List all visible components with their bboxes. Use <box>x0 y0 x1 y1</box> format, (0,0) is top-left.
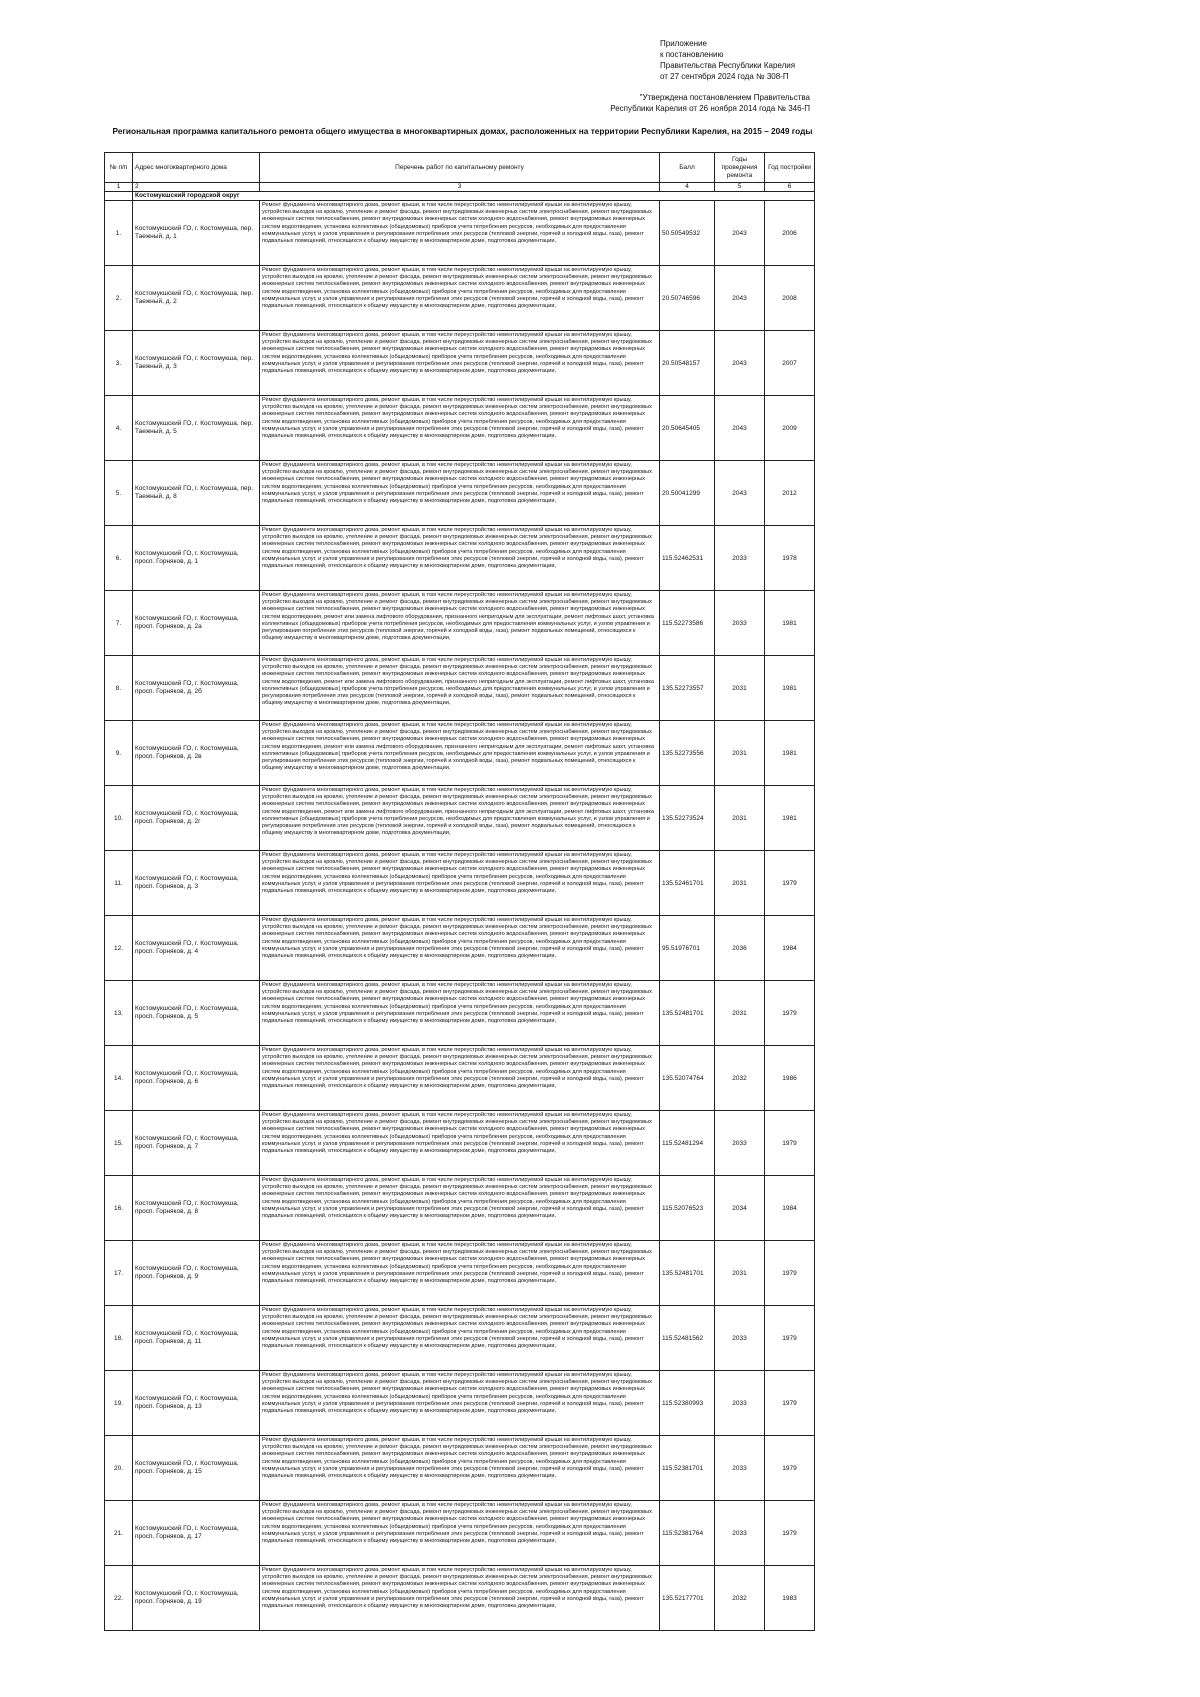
row-address: Костомукшский ГО, г. Костомукша, просп. Горняков, д. 15 <box>133 1436 260 1501</box>
row-repair-years: 2031 <box>715 656 765 721</box>
row-works: Ремонт фундамента многоквартирного дома, ремонт крыши, в том числе переустройство невентилируемой крыши на вентилируемую крышу, устройство выходов на кровлю, утепление и ремонт фасада, ремонт внутридомовых инженерных систем электроснабжения, ремонт внутридомовых инженерных систем теплоснабжения, ремонт внутридомовых инженерных систем холодного водоснабжения, ремонт внутридомовых инженерных систем водоотведения, установка коллективных (общедомовых) приборов учета потребления ресурсов, необходимых для предоставления коммунальных услуг, и узлов управления и регулирования потребления этих ресурсов (тепловой энергии, горячей и холодной воды, газа), ремонт подвальных помещений, относящихся к общему имуществу в многоквартирном доме, подготовка документации, <box>260 266 660 331</box>
section-row <box>105 192 815 201</box>
row-repair-years: 2043 <box>715 331 765 396</box>
row-repair-years: 2034 <box>715 1176 765 1241</box>
row-build-year: 1979 <box>765 1371 815 1436</box>
row-repair-years: 2033 <box>715 591 765 656</box>
row-build-year: 1979 <box>765 1111 815 1176</box>
row-build-year: 1979 <box>765 1436 815 1501</box>
row-works: Ремонт фундамента многоквартирного дома, ремонт крыши, в том числе переустройство невентилируемой крыши на вентилируемую крышу, устройство выходов на кровлю, утепление и ремонт фасада, ремонт внутридомовых инженерных систем электроснабжения, ремонт внутридомовых инженерных систем теплоснабжения, ремонт внутридомовых инженерных систем холодного водоснабжения, ремонт внутридомовых инженерных систем водоотведения, установка коллективных (общедомовых) приборов учета потребления ресурсов, необходимых для предоставления коммунальных услуг, и узлов управления и регулирования потребления этих ресурсов (тепловой энергии, горячей и холодной воды, газа), ремонт подвальных помещений, относящихся к общему имуществу в многоквартирном доме, подготовка документации, <box>260 1566 660 1631</box>
row-works: Ремонт фундамента многоквартирного дома, ремонт крыши, в том числе переустройство невентилируемой крыши на вентилируемую крышу, устройство выходов на кровлю, утепление и ремонт фасада, ремонт внутридомовых инженерных систем электроснабжения, ремонт внутридомовых инженерных систем теплоснабжения, ремонт внутридомовых инженерных систем холодного водоснабжения, ремонт внутридомовых инженерных систем водоотведения, установка коллективных (общедомовых) приборов учета потребления ресурсов, необходимых для предоставления коммунальных услуг, и узлов управления и регулирования потребления этих ресурсов (тепловой энергии, горячей и холодной воды, газа), ремонт подвальных помещений, относящихся к общему имуществу в многоквартирном доме, подготовка документации, <box>260 1436 660 1501</box>
row-number: 13. <box>105 981 133 1046</box>
table-row <box>105 526 815 591</box>
column-header-number: № п/п <box>105 153 133 183</box>
row-address: Костомукшский ГО, г. Костомукша, пер. Таежный, д. 1 <box>133 201 260 266</box>
row-score: 115.52481562 <box>660 1306 715 1371</box>
column-number: 6 <box>765 183 815 192</box>
row-works: Ремонт фундамента многоквартирного дома, ремонт крыши, в том числе переустройство невентилируемой крыши на вентилируемую крышу, устройство выходов на кровлю, утепление и ремонт фасада, ремонт внутридомовых инженерных систем электроснабжения, ремонт внутридомовых инженерных систем теплоснабжения, ремонт внутридомовых инженерных систем холодного водоснабжения, ремонт внутридомовых инженерных систем водоотведения, установка коллективных (общедомовых) приборов учета потребления ресурсов, необходимых для предоставления коммунальных услуг, и узлов управления и регулирования потребления этих ресурсов (тепловой энергии, горячей и холодной воды, газа), ремонт подвальных помещений, относящихся к общему имуществу в многоквартирном доме, подготовка документации, <box>260 331 660 396</box>
table-row <box>105 656 815 721</box>
row-address: Костомукшский ГО, г. Костомукша, просп. Горняков, д. 2б <box>133 656 260 721</box>
row-score: 135.52177701 <box>660 1566 715 1631</box>
row-address: Костомукшский ГО, г. Костомукша, просп. Горняков, д. 3 <box>133 851 260 916</box>
approval-note <box>600 92 810 114</box>
document-title: Региональная программа капитального ремонта общего имущества в многоквартирных домах, расположенных на территории Республики Карелия, на 2015 – 2049 годы <box>112 126 813 136</box>
table-row <box>105 1241 815 1306</box>
row-repair-years: 2031 <box>715 721 765 786</box>
row-number: 6. <box>105 526 133 591</box>
row-address: Костомукшский ГО, г. Костомукша, просп. Горняков, д. 13 <box>133 1371 260 1436</box>
appendix-line: к постановлению <box>660 50 724 59</box>
row-address: Костомукшский ГО, г. Костомукша, просп. Горняков, д. 19 <box>133 1566 260 1631</box>
row-score: 115.52462531 <box>660 526 715 591</box>
table-header-row <box>105 153 815 183</box>
row-number: 9. <box>105 721 133 786</box>
row-repair-years: 2036 <box>715 916 765 981</box>
row-works: Ремонт фундамента многоквартирного дома, ремонт крыши, в том числе переустройство невентилируемой крыши на вентилируемую крышу, устройство выходов на кровлю, утепление и ремонт фасада, ремонт внутридомовых инженерных систем электроснабжения, ремонт внутридомовых инженерных систем теплоснабжения, ремонт внутридомовых инженерных систем холодного водоснабжения, ремонт внутридомовых инженерных систем водоотведения, ремонт или замена лифтового оборудования, признанного непригодным для эксплуатации, ремонт лифтовых шахт, установка коллективных (общедомовых) приборов учета потребления ресурсов, необходимых для предоставления коммунальных услуг, и узлов управления и регулирования потребления этих ресурсов (тепловой энергии, горячей и холодной воды, газа), ремонт подвальных помещений, относящихся к общему имуществу в многоквартирном доме, подготовка документации, <box>260 656 660 721</box>
row-works: Ремонт фундамента многоквартирного дома, ремонт крыши, в том числе переустройство невентилируемой крыши на вентилируемую крышу, устройство выходов на кровлю, утепление и ремонт фасада, ремонт внутридомовых инженерных систем электроснабжения, ремонт внутридомовых инженерных систем теплоснабжения, ремонт внутридомовых инженерных систем холодного водоснабжения, ремонт внутридомовых инженерных систем водоотведения, установка коллективных (общедомовых) приборов учета потребления ресурсов, необходимых для предоставления коммунальных услуг, и узлов управления и регулирования потребления этих ресурсов (тепловой энергии, горячей и холодной воды, газа), ремонт подвальных помещений, относящихся к общему имуществу в многоквартирном доме, подготовка документации, <box>260 1306 660 1371</box>
table-row <box>105 1046 815 1111</box>
row-score: 135.52461701 <box>660 851 715 916</box>
table-row <box>105 721 815 786</box>
row-build-year: 1984 <box>765 916 815 981</box>
row-number: 4. <box>105 396 133 461</box>
appendix-line: Правительства Республики Карелия <box>660 61 796 70</box>
row-works: Ремонт фундамента многоквартирного дома, ремонт крыши, в том числе переустройство невентилируемой крыши на вентилируемую крышу, устройство выходов на кровлю, утепление и ремонт фасада, ремонт внутридомовых инженерных систем электроснабжения, ремонт внутридомовых инженерных систем теплоснабжения, ремонт внутридомовых инженерных систем холодного водоснабжения, ремонт внутридомовых инженерных систем водоотведения, ремонт или замена лифтового оборудования, признанного непригодным для эксплуатации, ремонт лифтовых шахт, установка коллективных (общедомовых) приборов учета потребления ресурсов, необходимых для предоставления коммунальных услуг, и узлов управления и регулирования потребления этих ресурсов (тепловой энергии, горячей и холодной воды, газа), ремонт подвальных помещений, относящихся к общему имуществу в многоквартирном доме, подготовка документации, <box>260 721 660 786</box>
row-score: 95.51976701 <box>660 916 715 981</box>
row-address: Костомукшский ГО, г. Костомукша, просп. Горняков, д. 2г <box>133 786 260 851</box>
row-works: Ремонт фундамента многоквартирного дома, ремонт крыши, в том числе переустройство невентилируемой крыши на вентилируемую крышу, устройство выходов на кровлю, утепление и ремонт фасада, ремонт внутридомовых инженерных систем электроснабжения, ремонт внутридомовых инженерных систем теплоснабжения, ремонт внутридомовых инженерных систем холодного водоснабжения, ремонт внутридомовых инженерных систем водоотведения, установка коллективных (общедомовых) приборов учета потребления ресурсов, необходимых для предоставления коммунальных услуг, и узлов управления и регулирования потребления этих ресурсов (тепловой энергии, горячей и холодной воды, газа), ремонт подвальных помещений, относящихся к общему имуществу в многоквартирном доме, подготовка документации, <box>260 981 660 1046</box>
row-number: 10. <box>105 786 133 851</box>
row-build-year: 1979 <box>765 1306 815 1371</box>
row-number: 12. <box>105 916 133 981</box>
row-build-year: 2008 <box>765 266 815 331</box>
row-works: Ремонт фундамента многоквартирного дома, ремонт крыши, в том числе переустройство невентилируемой крыши на вентилируемую крышу, устройство выходов на кровлю, утепление и ремонт фасада, ремонт внутридомовых инженерных систем электроснабжения, ремонт внутридомовых инженерных систем теплоснабжения, ремонт внутридомовых инженерных систем холодного водоснабжения, ремонт внутридомовых инженерных систем водоотведения, ремонт или замена лифтового оборудования, признанного непригодным для эксплуатации, ремонт лифтовых шахт, установка коллективных (общедомовых) приборов учета потребления ресурсов, необходимых для предоставления коммунальных услуг, и узлов управления и регулирования потребления этих ресурсов (тепловой энергии, горячей и холодной воды, газа), ремонт подвальных помещений, относящихся к общему имуществу в многоквартирном доме, подготовка документации, <box>260 591 660 656</box>
row-score: 115.52481294 <box>660 1111 715 1176</box>
row-number: 15. <box>105 1111 133 1176</box>
row-number: 20. <box>105 1436 133 1501</box>
row-number: 3. <box>105 331 133 396</box>
table-row <box>105 1436 815 1501</box>
row-address: Костомукшский ГО, г. Костомукша, просп. Горняков, д. 2а <box>133 591 260 656</box>
row-number: 7. <box>105 591 133 656</box>
row-repair-years: 2033 <box>715 1436 765 1501</box>
table-row <box>105 1566 815 1631</box>
section-title: Костомукшский городской округ <box>133 192 815 201</box>
table-row <box>105 396 815 461</box>
row-repair-years: 2043 <box>715 201 765 266</box>
row-number: 18. <box>105 1306 133 1371</box>
row-repair-years: 2031 <box>715 851 765 916</box>
row-score: 115.52076523 <box>660 1176 715 1241</box>
approval-line: "Утверждена постановлением Правительства <box>639 93 810 102</box>
row-build-year: 2006 <box>765 201 815 266</box>
row-score: 115.52381764 <box>660 1501 715 1566</box>
column-header-score: Балл <box>660 153 715 183</box>
column-header-works: Перечень работ по капитальному ремонту <box>260 153 660 183</box>
row-address: Костомукшский ГО, г. Костомукша, пер. Таежный, д. 2 <box>133 266 260 331</box>
row-address: Костомукшский ГО, г. Костомукша, просп. Горняков, д. 9 <box>133 1241 260 1306</box>
column-header-address: Адрес многоквартирного дома <box>133 153 260 183</box>
row-build-year: 1979 <box>765 851 815 916</box>
row-address: Костомукшский ГО, г. Костомукша, просп. Горняков, д. 8 <box>133 1176 260 1241</box>
row-address: Костомукшский ГО, г. Костомукша, просп. Горняков, д. 17 <box>133 1501 260 1566</box>
row-number: 19. <box>105 1371 133 1436</box>
row-score: 135.52481701 <box>660 981 715 1046</box>
column-number: 1 <box>105 183 133 192</box>
row-works: Ремонт фундамента многоквартирного дома, ремонт крыши, в том числе переустройство невентилируемой крыши на вентилируемую крышу, устройство выходов на кровлю, утепление и ремонт фасада, ремонт внутридомовых инженерных систем электроснабжения, ремонт внутридомовых инженерных систем теплоснабжения, ремонт внутридомовых инженерных систем холодного водоснабжения, ремонт внутридомовых инженерных систем водоотведения, установка коллективных (общедомовых) приборов учета потребления ресурсов, необходимых для предоставления коммунальных услуг, и узлов управления и регулирования потребления этих ресурсов (тепловой энергии, горячей и холодной воды, газа), ремонт подвальных помещений, относящихся к общему имуществу в многоквартирном доме, подготовка документации, <box>260 396 660 461</box>
row-build-year: 1978 <box>765 526 815 591</box>
table-row <box>105 1306 815 1371</box>
row-build-year: 2009 <box>765 396 815 461</box>
column-number: 2 <box>133 183 260 192</box>
row-works: Ремонт фундамента многоквартирного дома, ремонт крыши, в том числе переустройство невентилируемой крыши на вентилируемую крышу, устройство выходов на кровлю, утепление и ремонт фасада, ремонт внутридомовых инженерных систем электроснабжения, ремонт внутридомовых инженерных систем теплоснабжения, ремонт внутридомовых инженерных систем холодного водоснабжения, ремонт внутридомовых инженерных систем водоотведения, установка коллективных (общедомовых) приборов учета потребления ресурсов, необходимых для предоставления коммунальных услуг, и узлов управления и регулирования потребления этих ресурсов (тепловой энергии, горячей и холодной воды, газа), ремонт подвальных помещений, относящихся к общему имуществу в многоквартирном доме, подготовка документации, <box>260 461 660 526</box>
table-row <box>105 786 815 851</box>
row-score: 115.52273586 <box>660 591 715 656</box>
row-build-year: 1981 <box>765 656 815 721</box>
row-score: 115.52380993 <box>660 1371 715 1436</box>
row-score: 135.52273524 <box>660 786 715 851</box>
appendix-line: от 27 сентября 2024 года № 308-П <box>660 72 789 81</box>
row-score: 135.52273557 <box>660 656 715 721</box>
row-repair-years: 2031 <box>715 981 765 1046</box>
table-row <box>105 981 815 1046</box>
section-spacer <box>105 192 133 201</box>
row-score: 115.52381701 <box>660 1436 715 1501</box>
row-works: Ремонт фундамента многоквартирного дома, ремонт крыши, в том числе переустройство невентилируемой крыши на вентилируемую крышу, устройство выходов на кровлю, утепление и ремонт фасада, ремонт внутридомовых инженерных систем электроснабжения, ремонт внутридомовых инженерных систем теплоснабжения, ремонт внутридомовых инженерных систем холодного водоснабжения, ремонт внутридомовых инженерных систем водоотведения, установка коллективных (общедомовых) приборов учета потребления ресурсов, необходимых для предоставления коммунальных услуг, и узлов управления и регулирования потребления этих ресурсов (тепловой энергии, горячей и холодной воды, газа), ремонт подвальных помещений, относящихся к общему имуществу в многоквартирном доме, подготовка документации, <box>260 916 660 981</box>
row-score: 135.52273556 <box>660 721 715 786</box>
row-score: 20.50746596 <box>660 266 715 331</box>
row-works: Ремонт фундамента многоквартирного дома, ремонт крыши, в том числе переустройство невентилируемой крыши на вентилируемую крышу, устройство выходов на кровлю, утепление и ремонт фасада, ремонт внутридомовых инженерных систем электроснабжения, ремонт внутридомовых инженерных систем теплоснабжения, ремонт внутридомовых инженерных систем холодного водоснабжения, ремонт внутридомовых инженерных систем водоотведения, установка коллективных (общедомовых) приборов учета потребления ресурсов, необходимых для предоставления коммунальных услуг, и узлов управления и регулирования потребления этих ресурсов (тепловой энергии, горячей и холодной воды, газа), ремонт подвальных помещений, относящихся к общему имуществу в многоквартирном доме, подготовка документации, <box>260 1501 660 1566</box>
row-build-year: 1981 <box>765 786 815 851</box>
column-number: 4 <box>660 183 715 192</box>
row-repair-years: 2033 <box>715 1111 765 1176</box>
column-number-row <box>105 183 815 192</box>
row-number: 17. <box>105 1241 133 1306</box>
row-build-year: 1979 <box>765 981 815 1046</box>
row-number: 1. <box>105 201 133 266</box>
row-works: Ремонт фундамента многоквартирного дома, ремонт крыши, в том числе переустройство невентилируемой крыши на вентилируемую крышу, устройство выходов на кровлю, утепление и ремонт фасада, ремонт внутридомовых инженерных систем электроснабжения, ремонт внутридомовых инженерных систем теплоснабжения, ремонт внутридомовых инженерных систем холодного водоснабжения, ремонт внутридомовых инженерных систем водоотведения, установка коллективных (общедомовых) приборов учета потребления ресурсов, необходимых для предоставления коммунальных услуг, и узлов управления и регулирования потребления этих ресурсов (тепловой энергии, горячей и холодной воды, газа), ремонт подвальных помещений, относящихся к общему имуществу в многоквартирном доме, подготовка документации, <box>260 201 660 266</box>
row-score: 135.52074764 <box>660 1046 715 1111</box>
row-number: 5. <box>105 461 133 526</box>
row-address: Костомукшский ГО, г. Костомукша, пер. Таежный, д. 8 <box>133 461 260 526</box>
row-build-year: 1981 <box>765 591 815 656</box>
row-repair-years: 2033 <box>715 526 765 591</box>
row-build-year: 2012 <box>765 461 815 526</box>
row-number: 11. <box>105 851 133 916</box>
row-number: 22. <box>105 1566 133 1631</box>
table-row <box>105 851 815 916</box>
row-address: Костомукшский ГО, г. Костомукша, пер. Таежный, д. 5 <box>133 396 260 461</box>
column-number: 3 <box>260 183 660 192</box>
row-works: Ремонт фундамента многоквартирного дома, ремонт крыши, в том числе переустройство невентилируемой крыши на вентилируемую крышу, устройство выходов на кровлю, утепление и ремонт фасада, ремонт внутридомовых инженерных систем электроснабжения, ремонт внутридомовых инженерных систем теплоснабжения, ремонт внутридомовых инженерных систем холодного водоснабжения, ремонт внутридомовых инженерных систем водоотведения, установка коллективных (общедомовых) приборов учета потребления ресурсов, необходимых для предоставления коммунальных услуг, и узлов управления и регулирования потребления этих ресурсов (тепловой энергии, горячей и холодной воды, газа), ремонт подвальных помещений, относящихся к общему имуществу в многоквартирном доме, подготовка документации, <box>260 1241 660 1306</box>
row-address: Костомукшский ГО, г. Костомукша, просп. Горняков, д. 6 <box>133 1046 260 1111</box>
row-score: 135.52481701 <box>660 1241 715 1306</box>
appendix-note <box>660 38 820 82</box>
row-build-year: 1981 <box>765 721 815 786</box>
row-repair-years: 2032 <box>715 1046 765 1111</box>
row-address: Костомукшский ГО, г. Костомукша, просп. Горняков, д. 11 <box>133 1306 260 1371</box>
row-build-year: 1983 <box>765 1566 815 1631</box>
table-row <box>105 461 815 526</box>
row-build-year: 1979 <box>765 1501 815 1566</box>
table-row <box>105 1501 815 1566</box>
appendix-line: Приложение <box>660 39 707 48</box>
row-address: Костомукшский ГО, г. Костомукша, просп. Горняков, д. 7 <box>133 1111 260 1176</box>
column-header-repair-years: Годы проведения ремонта <box>715 153 765 183</box>
row-score: 20.50041299 <box>660 461 715 526</box>
row-repair-years: 2031 <box>715 786 765 851</box>
row-repair-years: 2043 <box>715 266 765 331</box>
table-row <box>105 331 815 396</box>
row-repair-years: 2031 <box>715 1241 765 1306</box>
row-build-year: 2007 <box>765 331 815 396</box>
row-repair-years: 2043 <box>715 461 765 526</box>
row-works: Ремонт фундамента многоквартирного дома, ремонт крыши, в том числе переустройство невентилируемой крыши на вентилируемую крышу, устройство выходов на кровлю, утепление и ремонт фасада, ремонт внутридомовых инженерных систем электроснабжения, ремонт внутридомовых инженерных систем теплоснабжения, ремонт внутридомовых инженерных систем холодного водоснабжения, ремонт внутридомовых инженерных систем водоотведения, установка коллективных (общедомовых) приборов учета потребления ресурсов, необходимых для предоставления коммунальных услуг, и узлов управления и регулирования потребления этих ресурсов (тепловой энергии, горячей и холодной воды, газа), ремонт подвальных помещений, относящихся к общему имуществу в многоквартирном доме, подготовка документации, <box>260 1176 660 1241</box>
row-works: Ремонт фундамента многоквартирного дома, ремонт крыши, в том числе переустройство невентилируемой крыши на вентилируемую крышу, устройство выходов на кровлю, утепление и ремонт фасада, ремонт внутридомовых инженерных систем электроснабжения, ремонт внутридомовых инженерных систем теплоснабжения, ремонт внутридомовых инженерных систем холодного водоснабжения, ремонт внутридомовых инженерных систем водоотведения, установка коллективных (общедомовых) приборов учета потребления ресурсов, необходимых для предоставления коммунальных услуг, и узлов управления и регулирования потребления этих ресурсов (тепловой энергии, горячей и холодной воды, газа), ремонт подвальных помещений, относящихся к общему имуществу в многоквартирном доме, подготовка документации, <box>260 851 660 916</box>
row-repair-years: 2043 <box>715 396 765 461</box>
table-row <box>105 201 815 266</box>
row-number: 8. <box>105 656 133 721</box>
row-number: 16. <box>105 1176 133 1241</box>
row-works: Ремонт фундамента многоквартирного дома, ремонт крыши, в том числе переустройство невентилируемой крыши на вентилируемую крышу, устройство выходов на кровлю, утепление и ремонт фасада, ремонт внутридомовых инженерных систем электроснабжения, ремонт внутридомовых инженерных систем теплоснабжения, ремонт внутридомовых инженерных систем холодного водоснабжения, ремонт внутридомовых инженерных систем водоотведения, установка коллективных (общедомовых) приборов учета потребления ресурсов, необходимых для предоставления коммунальных услуг, и узлов управления и регулирования потребления этих ресурсов (тепловой энергии, горячей и холодной воды, газа), ремонт подвальных помещений, относящихся к общему имуществу в многоквартирном доме, подготовка документации, <box>260 526 660 591</box>
row-repair-years: 2033 <box>715 1501 765 1566</box>
row-works: Ремонт фундамента многоквартирного дома, ремонт крыши, в том числе переустройство невентилируемой крыши на вентилируемую крышу, устройство выходов на кровлю, утепление и ремонт фасада, ремонт внутридомовых инженерных систем электроснабжения, ремонт внутридомовых инженерных систем теплоснабжения, ремонт внутридомовых инженерных систем холодного водоснабжения, ремонт внутридомовых инженерных систем водоотведения, ремонт или замена лифтового оборудования, признанного непригодным для эксплуатации, ремонт лифтовых шахт, установка коллективных (общедомовых) приборов учета потребления ресурсов, необходимых для предоставления коммунальных услуг, и узлов управления и регулирования потребления этих ресурсов (тепловой энергии, горячей и холодной воды, газа), ремонт подвальных помещений, относящихся к общему имуществу в многоквартирном доме, подготовка документации, <box>260 786 660 851</box>
table-row <box>105 916 815 981</box>
row-address: Костомукшский ГО, г. Костомукша, пер. Таежный, д. 3 <box>133 331 260 396</box>
row-number: 2. <box>105 266 133 331</box>
table-row <box>105 591 815 656</box>
row-address: Костомукшский ГО, г. Костомукша, просп. Горняков, д. 5 <box>133 981 260 1046</box>
table-row <box>105 266 815 331</box>
table-row <box>105 1176 815 1241</box>
row-address: Костомукшский ГО, г. Костомукша, просп. Горняков, д. 2в <box>133 721 260 786</box>
table-row <box>105 1111 815 1176</box>
row-address: Костомукшский ГО, г. Костомукша, просп. Горняков, д. 4 <box>133 916 260 981</box>
row-build-year: 1979 <box>765 1241 815 1306</box>
row-works: Ремонт фундамента многоквартирного дома, ремонт крыши, в том числе переустройство невентилируемой крыши на вентилируемую крышу, устройство выходов на кровлю, утепление и ремонт фасада, ремонт внутридомовых инженерных систем электроснабжения, ремонт внутридомовых инженерных систем теплоснабжения, ремонт внутридомовых инженерных систем холодного водоснабжения, ремонт внутридомовых инженерных систем водоотведения, установка коллективных (общедомовых) приборов учета потребления ресурсов, необходимых для предоставления коммунальных услуг, и узлов управления и регулирования потребления этих ресурсов (тепловой энергии, горячей и холодной воды, газа), ремонт подвальных помещений, относящихся к общему имуществу в многоквартирном доме, подготовка документации, <box>260 1371 660 1436</box>
row-number: 14. <box>105 1046 133 1111</box>
row-address: Костомукшский ГО, г. Костомукша, просп. Горняков, д. 1 <box>133 526 260 591</box>
column-header-build-year: Год постройки <box>765 153 815 183</box>
row-score: 50.50549532 <box>660 201 715 266</box>
row-build-year: 1984 <box>765 1176 815 1241</box>
row-number: 21. <box>105 1501 133 1566</box>
row-works: Ремонт фундамента многоквартирного дома, ремонт крыши, в том числе переустройство невентилируемой крыши на вентилируемую крышу, устройство выходов на кровлю, утепление и ремонт фасада, ремонт внутридомовых инженерных систем электроснабжения, ремонт внутридомовых инженерных систем теплоснабжения, ремонт внутридомовых инженерных систем холодного водоснабжения, ремонт внутридомовых инженерных систем водоотведения, установка коллективных (общедомовых) приборов учета потребления ресурсов, необходимых для предоставления коммунальных услуг, и узлов управления и регулирования потребления этих ресурсов (тепловой энергии, горячей и холодной воды, газа), ремонт подвальных помещений, относящихся к общему имуществу в многоквартирном доме, подготовка документации, <box>260 1111 660 1176</box>
approval-line: Республики Карелия от 26 ноября 2014 года № 346-П <box>610 104 810 113</box>
row-repair-years: 2032 <box>715 1566 765 1631</box>
row-works: Ремонт фундамента многоквартирного дома, ремонт крыши, в том числе переустройство невентилируемой крыши на вентилируемую крышу, устройство выходов на кровлю, утепление и ремонт фасада, ремонт внутридомовых инженерных систем электроснабжения, ремонт внутридомовых инженерных систем теплоснабжения, ремонт внутридомовых инженерных систем холодного водоснабжения, ремонт внутридомовых инженерных систем водоотведения, установка коллективных (общедомовых) приборов учета потребления ресурсов, необходимых для предоставления коммунальных услуг, и узлов управления и регулирования потребления этих ресурсов (тепловой энергии, горячей и холодной воды, газа), ремонт подвальных помещений, относящихся к общему имуществу в многоквартирном доме, подготовка документации, <box>260 1046 660 1111</box>
row-repair-years: 2033 <box>715 1306 765 1371</box>
row-build-year: 1986 <box>765 1046 815 1111</box>
row-score: 20.50645405 <box>660 396 715 461</box>
repair-program-table <box>104 152 815 1631</box>
table-row <box>105 1371 815 1436</box>
column-number: 5 <box>715 183 765 192</box>
row-repair-years: 2033 <box>715 1371 765 1436</box>
row-score: 20.50548157 <box>660 331 715 396</box>
